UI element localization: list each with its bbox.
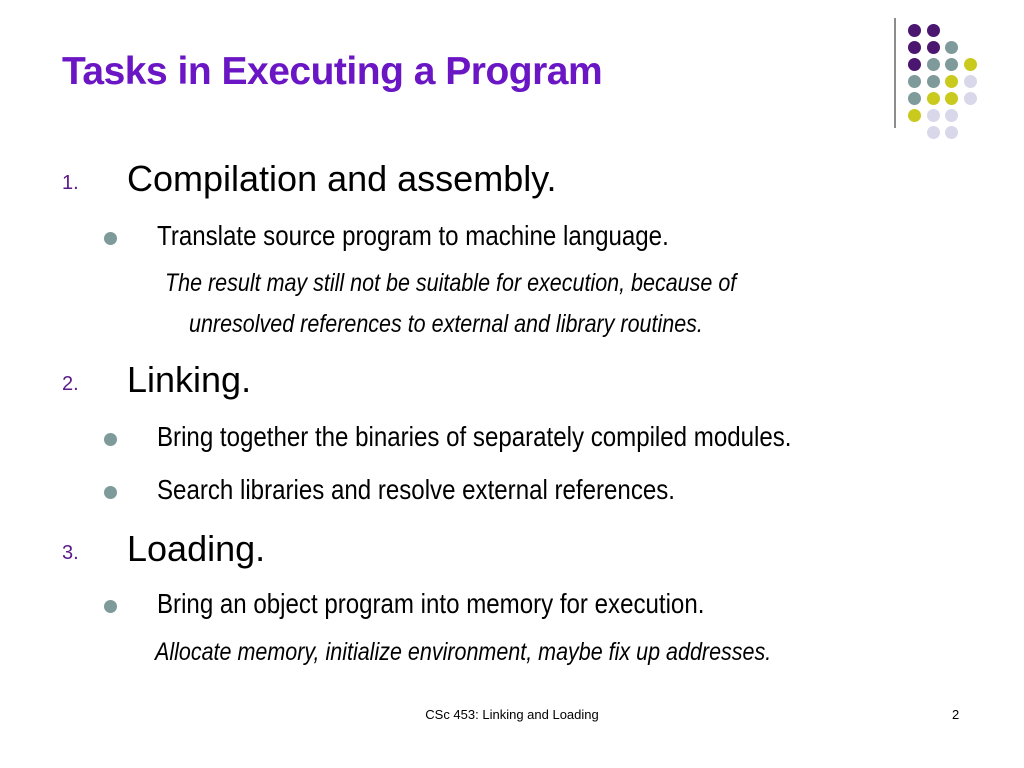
item-heading-2: Linking.	[127, 359, 252, 400]
item-3-bullet-1: Bring an object program into memory for execution.	[157, 588, 705, 619]
item-1-note-2: unresolved references to external and library routines.	[189, 310, 703, 338]
item-heading-3: Loading.	[127, 528, 266, 569]
page-number: 2	[952, 707, 960, 722]
decorative-dot	[964, 58, 977, 71]
item-1-note-1: The result may still not be suitable for execution, because of	[165, 269, 737, 297]
decorative-dot	[964, 92, 977, 105]
decorative-dot	[964, 75, 977, 88]
item-3-note-1: Allocate memory, initialize environment, maybe fix up addresses.	[155, 638, 772, 666]
decorative-dot	[908, 75, 921, 88]
decorative-dot	[945, 58, 958, 71]
bullet-dot	[104, 600, 117, 613]
decorative-dot	[945, 75, 958, 88]
decorative-dot	[908, 109, 921, 122]
decorative-dot	[927, 92, 940, 105]
item-number-2: 2.	[62, 373, 79, 395]
bullet-dot	[104, 433, 117, 446]
item-number-3: 3.	[62, 542, 79, 564]
bullet-dot	[104, 232, 117, 245]
item-2-bullet-2: Search libraries and resolve external references.	[157, 474, 675, 505]
decorative-dot	[908, 41, 921, 54]
item-1-bullet-1: Translate source program to machine language.	[157, 220, 669, 251]
decorative-dot	[927, 75, 940, 88]
decorative-dot	[927, 126, 940, 139]
decorative-dot	[945, 92, 958, 105]
decorative-dot	[927, 41, 940, 54]
decorative-dot	[945, 41, 958, 54]
slide-title: Tasks in Executing a Program	[62, 50, 603, 93]
decorative-dot	[908, 24, 921, 37]
item-heading-1: Compilation and assembly.	[127, 158, 557, 199]
decorative-dot	[927, 24, 940, 37]
decorative-dot	[945, 126, 958, 139]
item-number-1: 1.	[62, 172, 79, 194]
decorative-dot	[908, 58, 921, 71]
footer-course: CSc 453: Linking and Loading	[425, 707, 599, 722]
decorative-dot	[908, 92, 921, 105]
title-divider	[894, 18, 896, 128]
item-2-bullet-1: Bring together the binaries of separately compiled modules.	[157, 421, 792, 452]
decorative-dot	[945, 109, 958, 122]
decorative-dot	[927, 109, 940, 122]
decorative-dot	[927, 58, 940, 71]
bullet-dot	[104, 486, 117, 499]
